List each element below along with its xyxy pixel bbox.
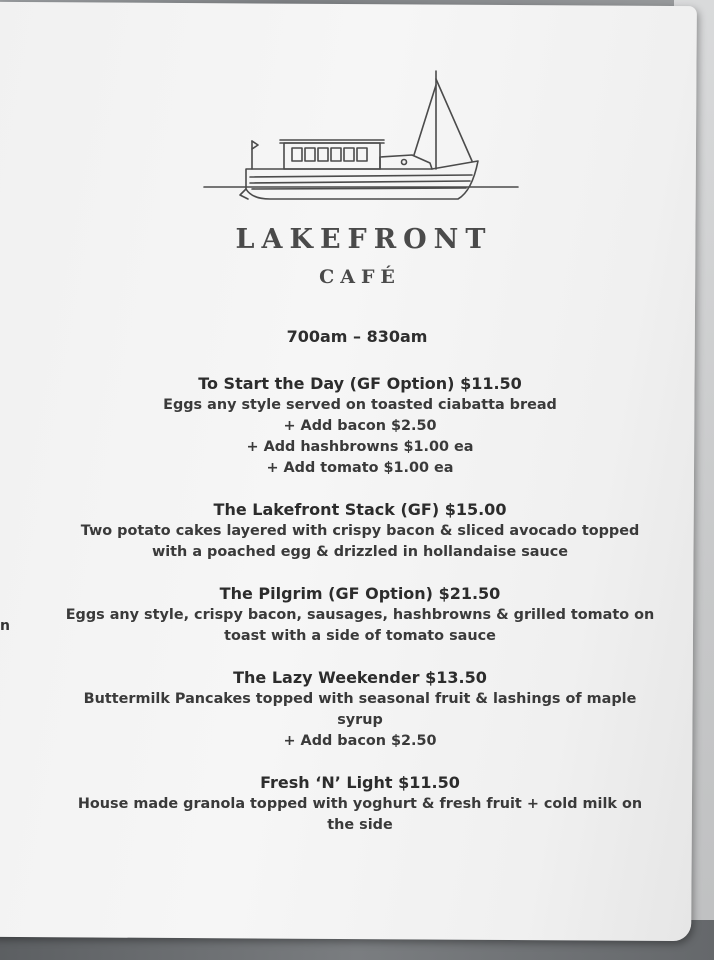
menu-item-line: House made granola topped with yoghurt & fresh fruit + cold milk on bbox=[77, 796, 643, 812]
menu-item-title: To Start the Day (GF Option) $11.50 bbox=[198, 374, 522, 393]
boat-logo-icon bbox=[200, 65, 522, 215]
menu-item bbox=[60, 772, 660, 836]
menu-item-line: toast with a side of tomato sauce bbox=[224, 628, 496, 644]
menu-item-line: Buttermilk Pancakes topped with seasonal fruit & lashings of maple bbox=[83, 691, 637, 707]
menu-item-title: The Lakefront Stack (GF) $15.00 bbox=[213, 500, 507, 519]
menu-item-title: Fresh ‘N’ Light $11.50 bbox=[260, 773, 460, 792]
menu-item bbox=[60, 499, 660, 563]
brand-subtitle: CAFÉ bbox=[319, 266, 401, 288]
menu-item-addon: + Add tomato $1.00 ea bbox=[266, 460, 454, 476]
menu-item-line: the side bbox=[327, 817, 393, 833]
menu-list bbox=[60, 373, 660, 856]
menu-item-addon: + Add bacon $2.50 bbox=[283, 733, 437, 749]
menu-item bbox=[60, 667, 660, 752]
menu-item-line: Eggs any style, crispy bacon, sausages, hashbrowns & grilled tomato on bbox=[65, 607, 655, 623]
menu-item-line: syrup bbox=[337, 712, 383, 728]
menu-item-title: The Lazy Weekender $13.50 bbox=[233, 668, 487, 687]
service-hours: 700am – 830am bbox=[286, 327, 428, 346]
menu-item bbox=[60, 583, 660, 647]
menu-item-line: Two potato cakes layered with crispy bacon & sliced avocado topped bbox=[80, 523, 640, 539]
menu-item bbox=[60, 373, 660, 479]
menu-item-line: with a poached egg & drizzled in hollandaise sauce bbox=[151, 544, 569, 560]
menu-item-addon: + Add bacon $2.50 bbox=[283, 418, 437, 434]
brand-name: LAKEFRONT bbox=[235, 224, 493, 255]
menu-item-line: Eggs any style served on toasted ciabatta bread bbox=[163, 397, 557, 413]
menu-item-title: The Pilgrim (GF Option) $21.50 bbox=[219, 584, 501, 603]
menu-item-addon: + Add hashbrowns $1.00 ea bbox=[246, 439, 474, 455]
edge-text-fragment: n bbox=[0, 618, 10, 634]
